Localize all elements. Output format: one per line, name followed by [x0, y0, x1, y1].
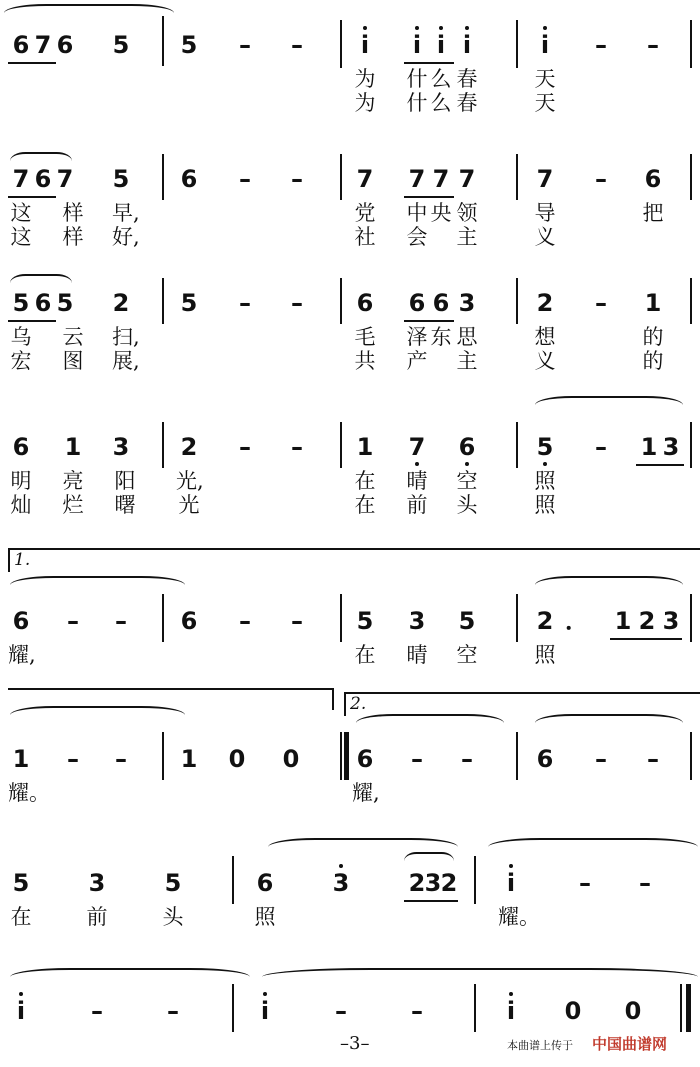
lyric: 这 — [10, 201, 32, 225]
lyric: 中 — [406, 201, 428, 225]
note: 7 — [432, 165, 450, 193]
note: 7 — [458, 165, 476, 193]
lyric: 云 — [62, 325, 84, 349]
note: 6 — [644, 165, 662, 193]
note: 6 — [432, 289, 450, 317]
lyric: 展, — [112, 349, 140, 373]
lyric: 么 — [430, 67, 452, 91]
note: 2 — [536, 289, 554, 317]
note: i — [498, 994, 524, 1028]
lyric: 主 — [456, 225, 478, 249]
note: 7 — [356, 165, 374, 193]
lyric: 样 — [62, 201, 84, 225]
note: – — [291, 289, 303, 317]
site-logo: 中国曲谱网 — [592, 1035, 668, 1053]
lyric: 头 — [456, 493, 478, 517]
system-6 — [0, 688, 700, 805]
repeat-barline — [340, 732, 342, 780]
note: 7 — [12, 165, 30, 193]
final-barline-thick — [686, 984, 691, 1032]
note: 2 — [112, 289, 130, 317]
note: 5 — [458, 607, 476, 635]
lyric: 宏 — [10, 349, 32, 373]
barline — [516, 278, 518, 324]
volta-bracket-2 — [344, 692, 700, 716]
lyric: 毛 — [354, 325, 376, 349]
note: – — [639, 869, 651, 897]
lyrics-verse-1 — [0, 780, 700, 806]
barline — [340, 422, 342, 468]
lyric: 照 — [534, 469, 556, 493]
lyric: 泽 — [406, 325, 428, 349]
lyric: 共 — [354, 349, 376, 373]
underline — [8, 320, 56, 322]
upload-credit: 本曲谱上传于 — [507, 1039, 573, 1052]
barline — [340, 594, 342, 642]
lyric: 天 — [534, 67, 556, 91]
barline — [162, 16, 164, 66]
note: 3 — [662, 433, 680, 461]
underline — [404, 196, 454, 198]
note: 6 — [356, 289, 374, 317]
note: 6 — [12, 607, 30, 635]
note: 5 — [12, 869, 30, 897]
lyric: 照 — [254, 905, 276, 929]
lyric: 党 — [354, 201, 376, 225]
note: 6 — [12, 31, 30, 59]
note: – — [239, 289, 251, 317]
barline — [516, 154, 518, 200]
lyric: 产 — [406, 349, 428, 373]
lyric: 春 — [456, 67, 478, 91]
note: 3 — [662, 607, 680, 635]
barline — [516, 732, 518, 780]
note: 1 — [356, 433, 374, 461]
lyric: 在 — [354, 469, 376, 493]
slur — [488, 838, 698, 856]
note: 0 — [624, 997, 642, 1025]
lyrics-verse-1 — [0, 66, 700, 92]
lyric: 领 — [456, 201, 478, 225]
notes-row — [0, 28, 700, 62]
note: 7 — [56, 165, 74, 193]
note: 2 — [440, 869, 458, 897]
slur — [10, 968, 250, 986]
note: 3 — [458, 289, 476, 317]
note: i — [454, 28, 480, 62]
notes-row — [0, 994, 700, 1028]
barline — [162, 154, 164, 200]
barline — [474, 856, 476, 904]
slur — [10, 706, 185, 724]
note: 6 — [454, 430, 480, 464]
lyrics-verse-1 — [0, 468, 700, 494]
lyric: 东 — [430, 325, 452, 349]
note: 6 — [408, 289, 426, 317]
note: – — [335, 997, 347, 1025]
volta-label: 2. — [350, 694, 367, 714]
lyric: 好, — [112, 225, 140, 249]
lyric: 明 — [10, 469, 32, 493]
note: – — [647, 745, 659, 773]
note: 6 — [180, 165, 198, 193]
lyric: 晴 — [406, 643, 428, 667]
note: 3 — [408, 607, 426, 635]
lyric: 前 — [86, 905, 108, 929]
lyric: 光, — [176, 469, 204, 493]
lyric: 么 — [430, 91, 452, 115]
lyric: 在 — [10, 905, 32, 929]
lyrics-verse-2 — [0, 224, 700, 250]
note: – — [647, 31, 659, 59]
note: 6 — [536, 745, 554, 773]
lyric: 春 — [456, 91, 478, 115]
lyric: 在 — [354, 493, 376, 517]
note: ． — [565, 607, 589, 635]
barline — [690, 20, 692, 68]
barline — [690, 594, 692, 642]
note: 0 — [564, 997, 582, 1025]
underline — [404, 900, 458, 902]
lyrics-verse-1 — [0, 904, 700, 930]
underline — [610, 638, 634, 640]
slur — [535, 576, 683, 594]
lyric: 图 — [62, 349, 84, 373]
lyric: 空 — [456, 469, 478, 493]
note: 3 — [112, 433, 130, 461]
underline — [404, 62, 454, 64]
slur — [10, 576, 185, 594]
system-4 — [0, 390, 700, 517]
lyric: 耀, — [352, 781, 380, 805]
lyric: 主 — [456, 349, 478, 373]
note: 5 — [164, 869, 182, 897]
lyric: 央 — [430, 201, 452, 225]
note: – — [595, 745, 607, 773]
note: 5 — [180, 289, 198, 317]
barline — [516, 594, 518, 642]
note: 5 — [56, 289, 74, 317]
note: – — [461, 745, 473, 773]
lyric: 什 — [406, 91, 428, 115]
note: 5 — [112, 31, 130, 59]
underline — [8, 62, 56, 64]
note: 6 — [12, 433, 30, 461]
notes-row — [0, 604, 700, 638]
note: – — [595, 433, 607, 461]
lyrics-verse-1 — [0, 324, 700, 350]
note: – — [411, 745, 423, 773]
note: 6 — [356, 745, 374, 773]
note: 7 — [408, 165, 426, 193]
lyric: 社 — [354, 225, 376, 249]
note: – — [291, 607, 303, 635]
note: i — [252, 994, 278, 1028]
underline — [404, 320, 454, 322]
slur — [535, 714, 683, 732]
note: 7 — [536, 165, 554, 193]
barline — [474, 984, 476, 1032]
note: 6 — [34, 165, 52, 193]
barline — [162, 732, 164, 780]
note: i — [352, 28, 378, 62]
note: – — [239, 31, 251, 59]
note: 2 — [408, 869, 426, 897]
note: – — [67, 745, 79, 773]
lyric: 导 — [534, 201, 556, 225]
lyric: 前 — [406, 493, 428, 517]
note: 5 — [356, 607, 374, 635]
lyric: 乌 — [10, 325, 32, 349]
note: 3 — [424, 869, 442, 897]
notes-row — [0, 162, 700, 196]
lyric: 晴 — [406, 469, 428, 493]
lyric: 义 — [534, 225, 556, 249]
note: 1 — [644, 289, 662, 317]
note: 2 — [536, 607, 554, 635]
notes-row — [0, 866, 700, 900]
note: – — [167, 997, 179, 1025]
notes-row — [0, 286, 700, 320]
page-footer — [0, 1033, 700, 1059]
note: 1 — [180, 745, 198, 773]
note: i — [8, 994, 34, 1028]
lyric: 样 — [62, 225, 84, 249]
note: – — [579, 869, 591, 897]
lyric: 义 — [534, 349, 556, 373]
lyrics-verse-2 — [0, 348, 700, 374]
note: – — [291, 433, 303, 461]
note: 3 — [328, 866, 354, 900]
lyric: 照 — [534, 493, 556, 517]
system-5 — [0, 548, 700, 667]
system-1 — [0, 18, 700, 118]
slur — [262, 968, 698, 986]
lyric: 亮 — [62, 469, 84, 493]
page-number: –3– — [340, 1033, 370, 1054]
lyric: 会 — [406, 225, 428, 249]
note: i — [428, 28, 454, 62]
note: 6 — [180, 607, 198, 635]
barline — [162, 594, 164, 642]
barline — [340, 154, 342, 200]
note: 0 — [282, 745, 300, 773]
barline — [232, 984, 234, 1032]
note: 5 — [112, 165, 130, 193]
barline — [690, 278, 692, 324]
ending-line — [8, 688, 334, 690]
lyric: 阳 — [114, 469, 136, 493]
volta-bracket-1 — [8, 548, 700, 572]
lyric: 天 — [534, 91, 556, 115]
note: 1 — [12, 745, 30, 773]
note: – — [67, 607, 79, 635]
slur — [4, 4, 174, 22]
note: – — [291, 165, 303, 193]
note: – — [595, 289, 607, 317]
lyric: 曙 — [114, 493, 136, 517]
slur — [356, 714, 504, 732]
lyric: 这 — [10, 225, 32, 249]
lyric: 灿 — [10, 493, 32, 517]
notes-row — [0, 742, 700, 776]
lyric: 早, — [112, 201, 140, 225]
note: i — [532, 28, 558, 62]
note: 3 — [88, 869, 106, 897]
note: i — [498, 866, 524, 900]
lyric: 的 — [642, 349, 664, 373]
notes-row — [0, 430, 700, 464]
system-7 — [0, 826, 700, 936]
lyric: 为 — [354, 67, 376, 91]
note: i — [404, 28, 430, 62]
note: 5 — [180, 31, 198, 59]
lyric: 扫, — [112, 325, 140, 349]
lyric: 把 — [642, 201, 664, 225]
barline — [516, 422, 518, 468]
note: 7 — [34, 31, 52, 59]
repeat-barline-thick — [344, 732, 349, 780]
barline — [332, 688, 334, 710]
lyrics-verse-2 — [0, 90, 700, 116]
note: 5 — [532, 430, 558, 464]
note: 1 — [640, 433, 658, 461]
note: 1 — [64, 433, 82, 461]
underline — [636, 464, 684, 466]
lyric: 想 — [534, 325, 556, 349]
barline — [232, 856, 234, 904]
note: – — [115, 607, 127, 635]
lyric: 耀, — [8, 643, 36, 667]
note: – — [239, 165, 251, 193]
note: – — [291, 31, 303, 59]
lyric: 的 — [642, 325, 664, 349]
note: 0 — [228, 745, 246, 773]
barline — [162, 422, 164, 468]
lyric: 思 — [456, 325, 478, 349]
note: 5 — [12, 289, 30, 317]
barline — [340, 278, 342, 324]
system-8 — [0, 960, 700, 1040]
note: 6 — [34, 289, 52, 317]
system-2 — [0, 148, 700, 248]
barline — [690, 422, 692, 468]
note: – — [595, 31, 607, 59]
lyric: 为 — [354, 91, 376, 115]
barline — [516, 20, 518, 68]
volta-label: 1. — [14, 550, 31, 570]
lyric: 在 — [354, 643, 376, 667]
note: 6 — [56, 31, 74, 59]
lyric: 照 — [534, 643, 556, 667]
note: 1 — [614, 607, 632, 635]
note: – — [239, 607, 251, 635]
lyrics-verse-1 — [0, 642, 700, 668]
system-3 — [0, 258, 700, 373]
note: 2 — [638, 607, 656, 635]
note: 2 — [180, 433, 198, 461]
note: – — [115, 745, 127, 773]
lyrics-verse-1 — [0, 200, 700, 226]
note: – — [239, 433, 251, 461]
note: 6 — [256, 869, 274, 897]
barline — [690, 732, 692, 780]
slur — [535, 396, 683, 414]
note: – — [411, 997, 423, 1025]
lyric: 光 — [178, 493, 200, 517]
underline — [634, 638, 682, 640]
final-barline-thin — [680, 984, 682, 1032]
lyric: 什 — [406, 67, 428, 91]
barline — [340, 20, 342, 68]
barline — [162, 278, 164, 324]
barline — [690, 154, 692, 200]
lyric: 耀。 — [498, 905, 540, 929]
lyric: 头 — [162, 905, 184, 929]
note: – — [91, 997, 103, 1025]
lyric: 烂 — [62, 493, 84, 517]
lyric: 耀。 — [8, 781, 50, 805]
note: 7 — [404, 430, 430, 464]
lyric: 空 — [456, 643, 478, 667]
lyrics-verse-2 — [0, 492, 700, 518]
note: – — [595, 165, 607, 193]
underline — [8, 196, 56, 198]
